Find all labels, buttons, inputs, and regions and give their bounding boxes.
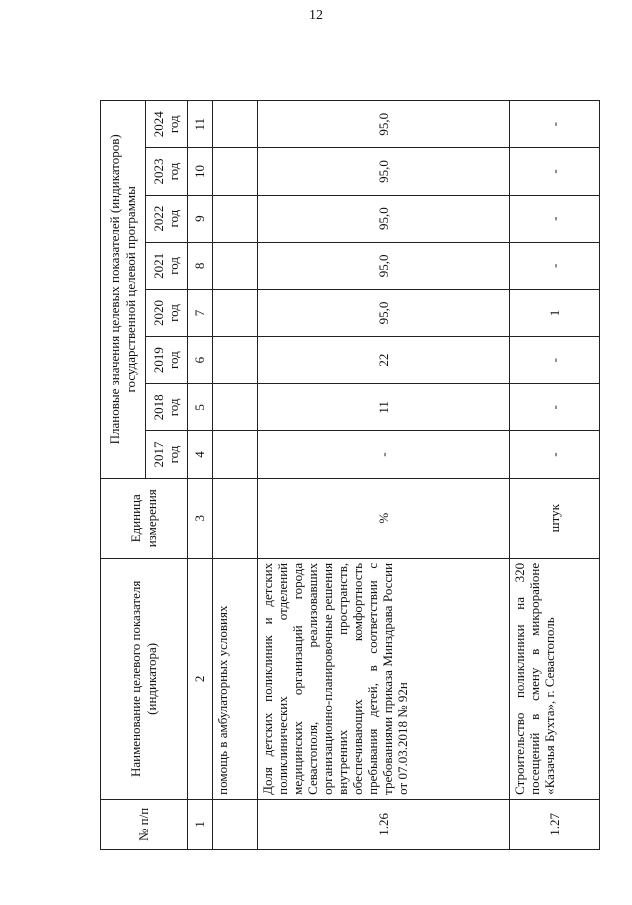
row-value: 95,0 [257, 101, 510, 148]
row-value [213, 337, 258, 384]
row-value: - [510, 195, 600, 242]
header-row-top [101, 101, 146, 850]
rotated-table [100, 100, 600, 850]
row-value: 95,0 [257, 195, 510, 242]
column-index: 7 [187, 289, 212, 336]
row-value: - [510, 101, 600, 148]
row-num: 1.26 [257, 799, 510, 849]
row-value [213, 384, 258, 431]
column-index: 4 [187, 431, 212, 478]
column-index: 8 [187, 242, 212, 289]
row-value: 95,0 [257, 242, 510, 289]
column-index: 2 [187, 558, 212, 799]
row-value [213, 148, 258, 195]
row-value: 11 [257, 384, 510, 431]
header-year: 2022 год [145, 195, 187, 242]
column-index-row [187, 101, 212, 850]
header-num: № п/п [101, 799, 188, 849]
header-year: 2024 год [145, 101, 187, 148]
row-name: помощь в амбулаторных условиях [213, 558, 258, 799]
table-row [257, 101, 510, 850]
row-value: - [510, 384, 600, 431]
row-value: 95,0 [257, 289, 510, 336]
header-unit: Единица измерения [101, 478, 188, 558]
indicators-table [100, 100, 600, 850]
rotated-table-container [100, 100, 600, 850]
row-name: Доля детских поликлиник и детских поликлинических отделений медицинских организаций города Севастополя, реализовавших организационно-планировочные решения внутренних пространств, обеспечивающих комфортность пребывания детей, в соответствии с требованиями приказа Минздрава России от 07.03.2018 № 92н [257, 558, 510, 799]
row-value [213, 289, 258, 336]
row-value: - [510, 337, 600, 384]
row-value [213, 242, 258, 289]
header-year: 2020 год [145, 289, 187, 336]
column-index: 3 [187, 478, 212, 558]
row-num: 1.27 [510, 799, 600, 849]
column-index: 9 [187, 195, 212, 242]
header-year: 2018 год [145, 384, 187, 431]
row-value [213, 101, 258, 148]
row-value: - [510, 431, 600, 478]
column-index: 10 [187, 148, 212, 195]
table-row [510, 101, 600, 850]
column-index: 11 [187, 101, 212, 148]
row-value [213, 195, 258, 242]
row-value: - [510, 148, 600, 195]
header-year: 2023 год [145, 148, 187, 195]
row-value [213, 431, 258, 478]
row-unit [213, 478, 258, 558]
header-name: Наименование целевого показателя (индикатора) [101, 558, 188, 799]
row-value: 95,0 [257, 148, 510, 195]
column-index: 1 [187, 799, 212, 849]
header-year: 2021 год [145, 242, 187, 289]
row-name: Строительство поликлиники на 320 посещений в смену в микрорайоне «Казачья Бухта», г. Севастополь [510, 558, 600, 799]
row-unit: штук [510, 478, 600, 558]
row-value: 22 [257, 337, 510, 384]
header-planned: Плановые значения целевых показателей (индикаторов) государственной целевой программы [101, 101, 146, 479]
row-value: 1 [510, 289, 600, 336]
header-year: 2019 год [145, 337, 187, 384]
row-value: - [257, 431, 510, 478]
header-year: 2017 год [145, 431, 187, 478]
table-row [213, 101, 258, 850]
column-index: 6 [187, 337, 212, 384]
row-value: - [510, 242, 600, 289]
page-number: 12 [309, 8, 323, 23]
column-index: 5 [187, 384, 212, 431]
row-num [213, 799, 258, 849]
row-unit: % [257, 478, 510, 558]
